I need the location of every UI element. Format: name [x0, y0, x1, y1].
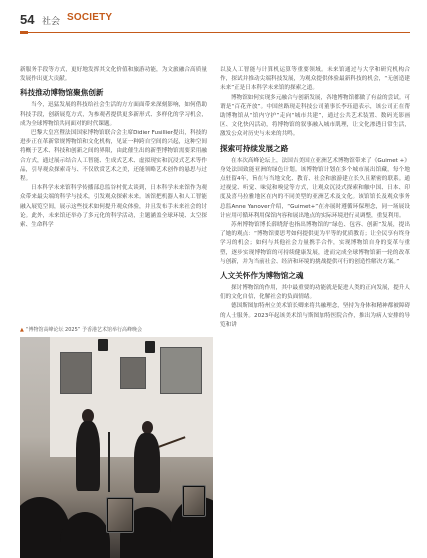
photo-caption [20, 327, 210, 334]
body-paragraph: 探讨博物馆的作用，其中最重要的功能就是促进人类的正向发展，提升人们的文化自信，化解社会的负面情绪。 [220, 285, 411, 301]
musician [134, 433, 160, 493]
body-paragraph: 德国斯图加特州立美术馆长卿来将共融理念，坚持为身体和精神都被障碍的人士服务。2023年起该美术馆与斯图加特医院合作，推出为病人安排的导览和讲 [220, 303, 411, 328]
caption-marker-icon: ▲ [20, 327, 24, 333]
right-column [220, 66, 410, 330]
page-header [20, 12, 410, 30]
event-photo [20, 337, 213, 558]
artwork-frame [60, 352, 92, 394]
header-rule [20, 32, 410, 33]
caption-text: “博物馆高峰论坛 2025” 予香港艺术馆举行高峰晚会 [25, 327, 142, 333]
section-heading-sustainability: 探索可持续发展之路 [220, 143, 289, 153]
left-column [20, 66, 207, 230]
section-heading-tech: 科技推动博物馆聚焦创新 [20, 88, 104, 98]
intro-paragraph: 新服务手段等方式，更好地发挥其文化价值和旅游功能，为文旅融合高质量发展作出更大贡献。 [20, 67, 207, 83]
phone-screen [182, 485, 206, 517]
mic-stand [108, 432, 110, 492]
body-paragraph: 博物馆如何实现多元融合与创新发展，各地博物馆都做了有益的尝试。可谓是“百花齐放”。中国丝路现走科技公司董事长李珏遗表示，该公司正在帮助博物馆从“馆内守护”走向“城市共建”，通过公共艺术装置、数码光影画区、文化快闪活动，将博物馆的叙事融入城市肌理，让文化渗透日常生活，激发公众对历史与未来的共鸣。 [220, 94, 411, 138]
artwork-frame [160, 347, 202, 394]
artwork-frame [120, 357, 146, 389]
section-label-zh: 社会 [42, 17, 61, 27]
intro-paragraph: 以及人工智能与计算机运算等重要领域。未来馆通过与大学和研究机构合作，探试并推动尖端科技发展，为观众提供体验最新科技的机会，“无创造建未来”正是日本科学未来馆的探索之道。 [220, 67, 410, 92]
page-number: 54 [20, 12, 35, 27]
body-paragraph: 巴黎大皇宫暨法国国家博物馆联合会主席Didier Fusillier提出，科技的进步正在革新常规博物馆和文化机构，见证一种跨自空间的兴起，这种空间将概于艺术、科技和创新之间的界限，由此催生出的新型博物馆需要采用融合方式，通过展示结合人工智能、生成式艺术、虚拟现实和沉浸式艺术等作品，引导观众探索奇与、不仅欣赏艺术之美，还能领略艺术创作的悬思与过程。 [20, 130, 207, 183]
spotlight [98, 339, 108, 351]
section-heading-humanism: 人文关怀作为博物馆之魂 [220, 271, 304, 281]
header-accent [20, 31, 28, 34]
singer [76, 421, 100, 491]
body-paragraph: 苏州博物馆博长薛晓舒也指出博物馆的“绿色、包容、创新”发展，提出了她的观点：“博物馆要思考如何提供更为平等的优质教育；让全民享有终身学习的机会；如何与其他社会力量携手合作，实现博物馆自身的变革与重塑，逐步实现博物馆的可持续健康发展，进而完成全球博物馆新一轮的改革与创新，并为当前社会、经济和环境的挑战提供可行的创造性解决方案。” [220, 222, 410, 265]
body-paragraph: 日本科学未来馆科学传播部总监谷村优太谈到，日本科学未来馆作为观众带来最尖端的科学与技术，引发观众探索未来。该馆把机器人和人工智能融入展览空间，展示这些技术如何提升观众体验，并且发布手未来社会的讨论。此外，未来馆还举办了多元化的科学活动，主题涵盖全球环境、太空探索、生命科学 [20, 185, 207, 229]
spotlight [145, 341, 155, 353]
phone-screen [106, 497, 134, 533]
section-label-en: SOCIETY [67, 12, 113, 23]
audience-silhouette [60, 512, 110, 558]
body-paragraph: 在本次高峰论坛上，法国吉美国立亚洲艺术博物馆带来了《Guimet +》身处法国致能亚洲的绿色计划。该博物馆计划在多个城市展出馆藏，每个地点驻留4年，旨在与当地文化、教育、社会和旅游建立长久且紧密的联系。通过视觉、听觉、味觉和嗅觉等方式，让观众沉浸式探索和触中国、日本、印度及喜马拉雅地区在内的不同美型的亚洲艺术及文化。该馆馆长及观众事务总监Anne Yanover介绍，“Guimet+”在亦展时遵循环保理念，同一场展设计应用可循环利用保馆内容和展出地点的实际环境进行灵调整，重复利用。 [220, 157, 410, 219]
body-paragraph: 当今，迅猛发展的科技给社会生活的方方面面带来深刻影响，如何借助科技手段，创新展览方式，为参观者提供更多新形式、多样化的学习机会，成为全球博物馆共同面对的时代课题。 [20, 102, 207, 127]
